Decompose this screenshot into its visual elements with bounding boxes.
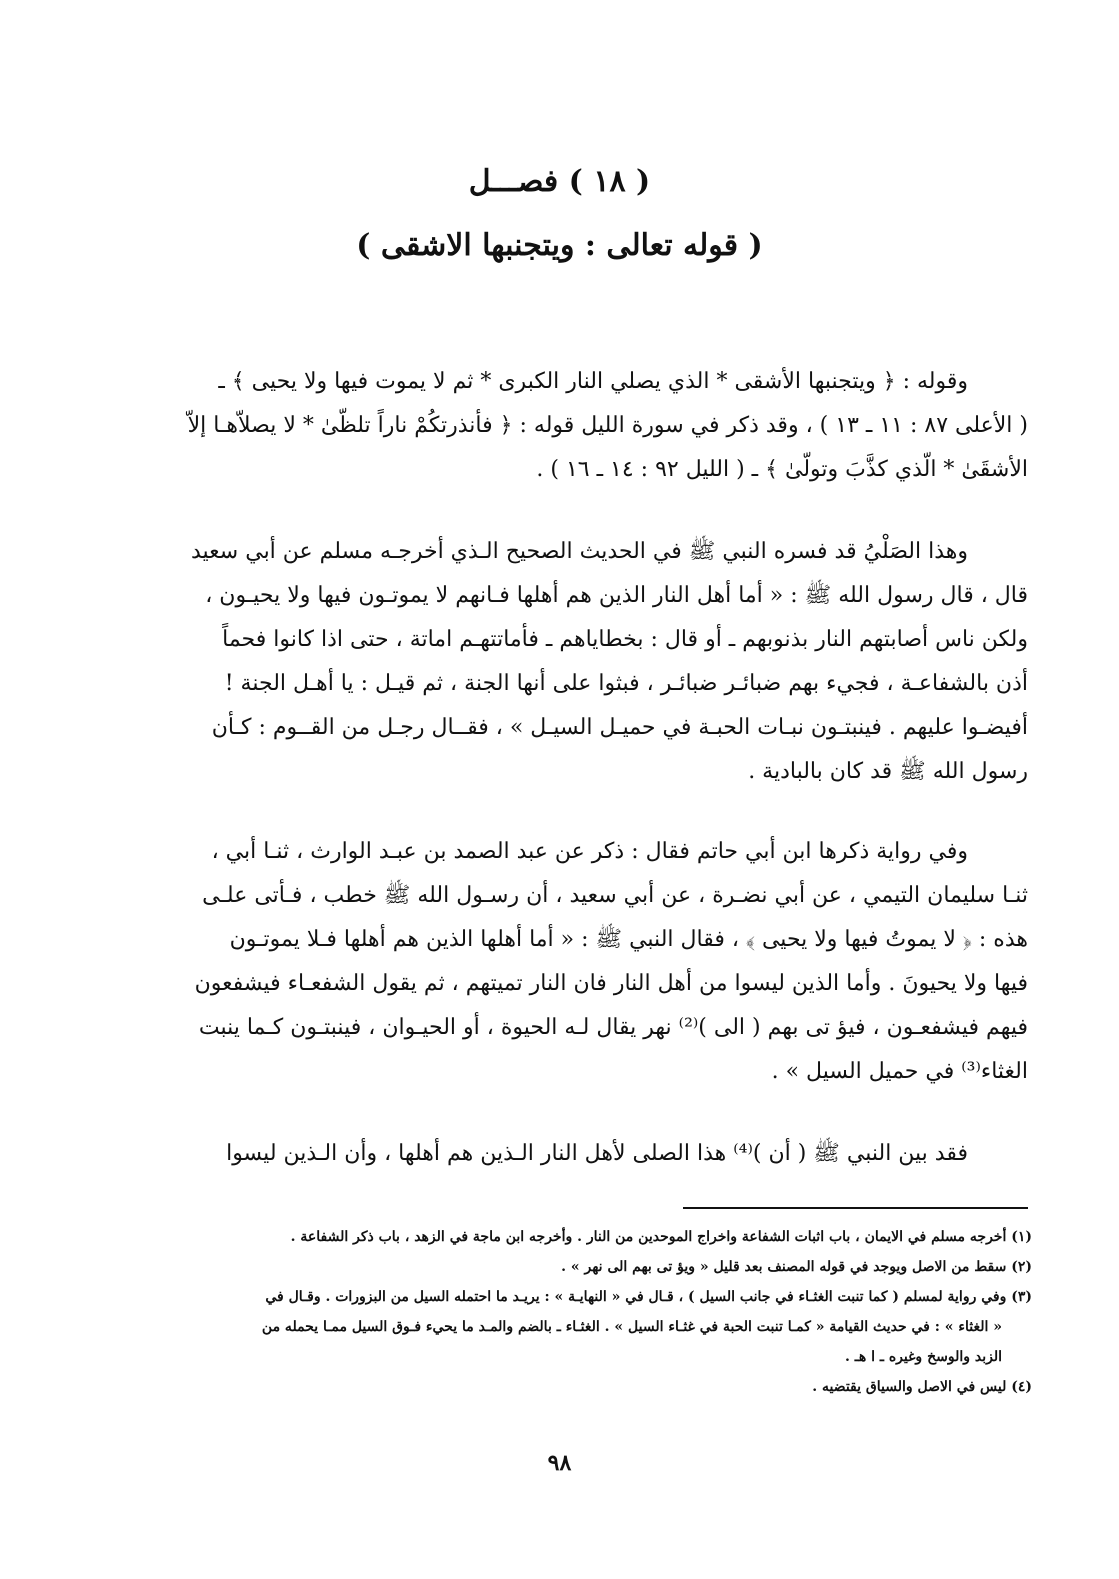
section-subtitle: ( قوله تعالى : ويتجنبها الاشقى ) [356,228,763,263]
text-line: ثنـا سليمان التيمي ، عن أبي نضـرة ، عن أبي سعيد ، أن رسـول الله ﷺ خطب ، فـأتى علـى [202,883,1028,908]
text-line: أفيضـوا عليهم . فينبتـون نبـات الحبـة في حميـل السيـل » ، فقــال رجـل من القــوم : كـأن [211,715,1028,740]
text-line: وفي رواية ذكرها ابن أبي حاتم فقال : ذكر عن عبد الصمد بن عبـد الوارث ، ثنـا أبي ، [211,839,968,864]
footnote-1: (١) أخرجه مسلم في الايمان ، باب اثبات الشفاعة واخراج الموحدين من النار . وأخرجه ابن ماجة في الزهد ، باب ذكر الشفاعة . [290,1229,1032,1245]
text-line: فقد بين النبي ﷺ ( أن )⁽⁴⁾ هذا الصلى لأهل النار الـذين هم أهلها ، وأن الـذين ليسوا [226,1141,968,1166]
text-line: رسول الله ﷺ قد كان بالبادية . [748,759,1028,784]
text-line: قال ، قال رسول الله ﷺ : « أما أهل النار الذين هم أهلها فـانهم لا يموتـون فيها ولا يحيـون ، [205,583,1028,608]
footnote-3: (٣) وفي رواية لمسلم ( كما تنبت الغثـاء في جانب السيل ) ، قـال في « النهايـة » : يريـد ما احتمله السيل من البزورات . وقـال في [265,1289,1032,1305]
text-line: فيهم فيشفعـون ، فيؤ تى بهم ( الى )⁽²⁾ نهر يقال لـه الحيوة ، أو الحيـوان ، فينبتـون كـما ينبت [198,1015,1028,1040]
text-line: الغثاء⁽³⁾ في حميل السيل » . [771,1059,1028,1084]
footnote-3-continued: الزبد والوسخ وغيره ـ ا هـ . [844,1349,1002,1365]
paragraph-2 [82,530,1028,794]
text-line: ولكن ناس أصابتهم النار بذنوبهم ـ أو قال : بخطاياهم ـ فأماتتهـم اماتة ، حتى اذا كانوا فحماً [222,627,1028,652]
text-line: وقوله : ﴿ ويتجنبها الأشقى * الذي يصلي النار الكبرى * ثم لا يموت فيها ولا يحيى ﴾ ـ [218,369,968,394]
footnote-divider [683,1207,1028,1209]
text-line: ( الأعلى ٨٧ : ١١ ـ ١٣ ) ، وقد ذكر في سورة الليل قوله : ﴿ فأنذرتكُمْ ناراً تلظّىٰ * لا يصلاّهـا إلاّ [187,413,1028,438]
footnote-4: (٤) ليس في الاصل والسياق يقتضيه . [812,1379,1032,1395]
paragraph-1 [82,360,1028,492]
text-line: الأشقَىٰ * الّذي كذَّبَ وتولّىٰ ﴾ ـ ( الليل ٩٢ : ١٤ ـ ١٦ ) . [536,457,1028,482]
footnote-3-continued: « الغثاء » : في حديث القيامة « كمـا تنبت الحبة في غثـاء السيل » . الغثـاء ـ بالضم والمـد ما يحيء فـوق السيل ممـا يحمله من [261,1319,1002,1335]
section-title: ( ١٨ ) فصـــل [468,164,651,199]
text-line: فيها ولا يحيونَ . وأما الذين ليسوا من أهل النار فان النار تميتهم ، ثم يقول الشفعـاء فيشفعون [194,971,1028,996]
text-line: هذه : ﴿ لا يموتُ فيها ولا يحيى ﴾ ، فقال النبي ﷺ : « أما أهلها الذين هم أهلها فـلا يموتـون [229,927,1028,952]
footnote-2: (٢) سقط من الاصل ويوجد في قوله المصنف بعد قليل « ويؤ تى بهم الى نهر » . [561,1259,1032,1275]
paragraph-4 [82,1132,1028,1176]
page-number: ٩٨ [547,1450,572,1476]
text-line: وهذا الصَلْيُ قد فسره النبي ﷺ في الحديث الصحيح الـذي أخرجـه مسلم عن أبي سعيد [191,539,968,564]
footnotes [120,1222,1032,1402]
text-line: أذن بالشفاعـة ، فجيء بهم ضبائـر ضبائـر ، فبثوا على أنها الجنة ، ثم قيـل : يا أهـل الجنة ! [224,671,1028,696]
paragraph-3 [82,830,1028,1094]
